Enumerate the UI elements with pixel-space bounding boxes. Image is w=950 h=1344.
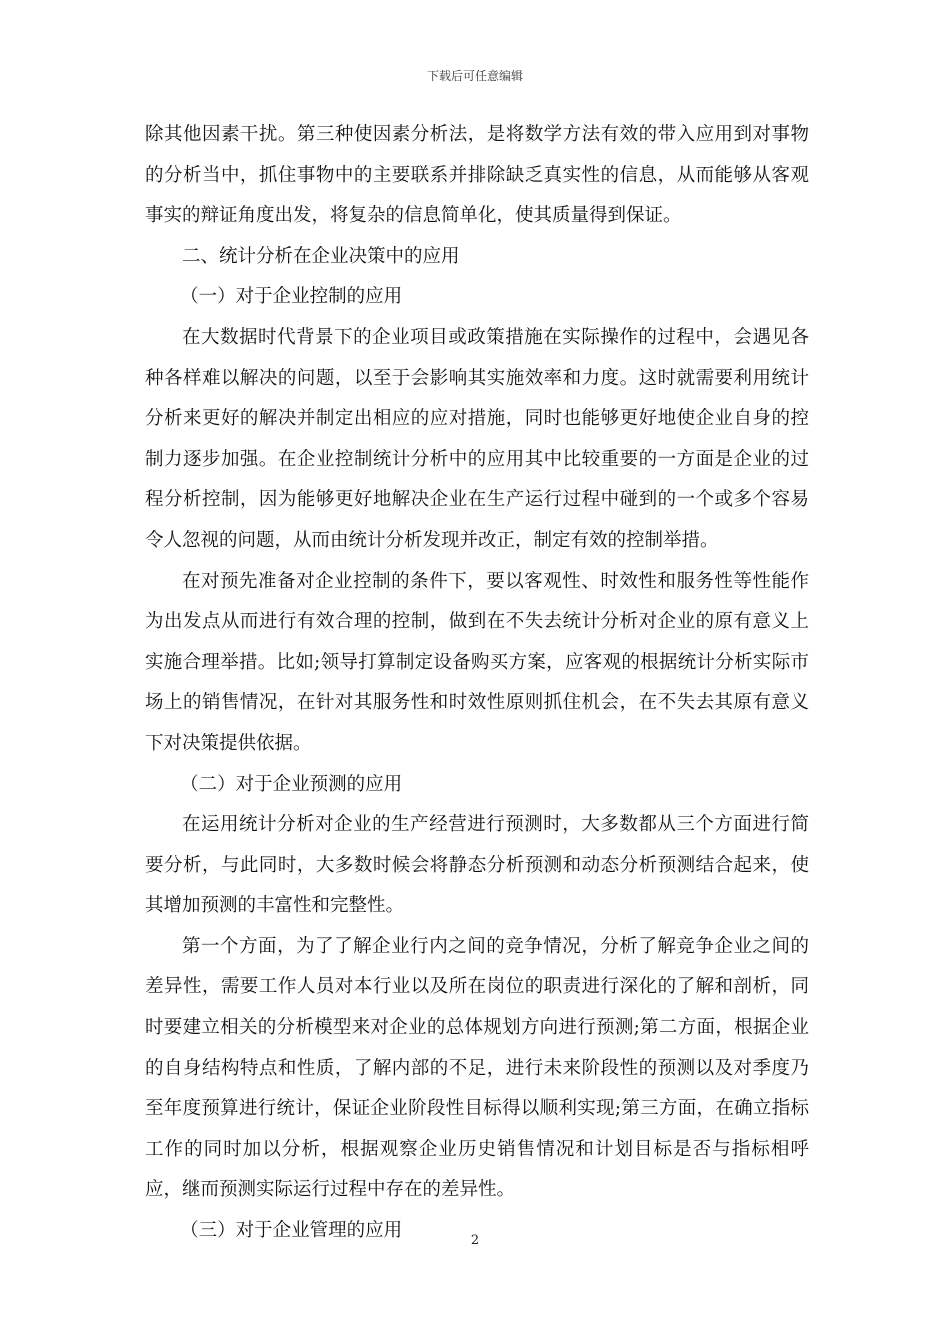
section-heading: 二、统计分析在企业决策中的应用 [182,245,460,267]
paragraph: 在运用统计分析对企业的生产经营进行预测时，大多数都从三个方面进行简要分析，与此同时，大多数时候会将静态分析预测和动态分析预测结合起来，使其增加预测的丰富性和完整性。 [145,814,809,917]
document-body [145,115,809,1252]
page-number: 2 [470,1233,480,1248]
subsection-heading-control: （一）对于企业控制的应用 [180,286,403,308]
page-header: 下载后可任意编辑 [426,69,523,83]
subsection-heading-management: （三）对于企业管理的应用 [180,1220,403,1242]
paragraph: 第一个方面，为了了解企业行内之间的竞争情况，分析了解竞争企业之间的差异性，需要工作人员对本行业以及所在岗位的职责进行深化的了解和剖析，同时要建立相关的分析模型来对企业的总体规划方向进行预测;第二方面，根据企业的自身结构特点和性质，了解内部的不足，进行未来阶段性的预测以及对季度乃至年度预算进行统计，保证企业阶段性目标得以顺利实现;第三方面，在确立指标工作的同时加以分析，根据观察企业历史销售情况和计划目标是否与指标相呼应，继而预测实际运行过程中存在的差异性。 [145,935,809,1201]
paragraph: 在对预先准备对企业控制的条件下，要以客观性、时效性和服务性等性能作为出发点从而进行有效合理的控制，做到在不失去统计分析对企业的原有意义上实施合理举措。比如;领导打算制定设备购买方案，应客观的根据统计分析实际市场上的销售情况，在针对其服务性和时效性原则抓住机会，在不失去其原有意义下对决策提供依据。 [145,570,809,754]
paragraph: 在大数据时代背景下的企业项目或政策措施在实际操作的过程中，会遇见各种各样难以解决的问题，以至于会影响其实施效率和力度。这时就需要利用统计分析来更好的解决并制定出相应的应对措施，同时也能够更好地使企业自身的控制力逐步加强。在企业控制统计分析中的应用其中比较重要的一方面是企业的过程分析控制，因为能够更好地解决企业在生产运行过程中碰到的一个或多个容易令人忽视的问题，从而由统计分析发现并改正，制定有效的控制举措。 [145,326,809,551]
subsection-heading-forecast: （二）对于企业预测的应用 [180,773,403,795]
paragraph-continuation: 除其他因素干扰。第三种使因素分析法，是将数学方法有效的带入应用到对事物的分析当中，抓住事物中的主要联系并排除缺乏真实性的信息，从而能够从客观事实的辩证角度出发，将复杂的信息简单化，使其质量得到保证。 [145,124,809,227]
